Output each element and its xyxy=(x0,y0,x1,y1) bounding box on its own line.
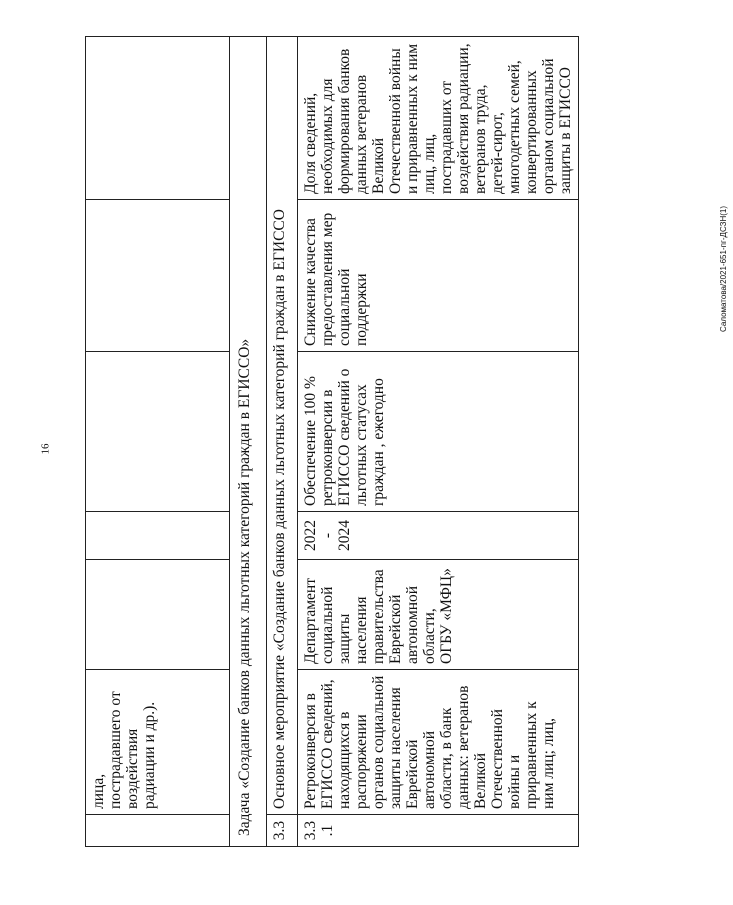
activity-result: Обеспечение 100 % ретроконверсии в ЕГИССО сведений о льготных статусах граждан , ежегодно xyxy=(298,352,579,512)
table-row xyxy=(86,37,230,847)
table-row xyxy=(298,37,579,847)
page-number: 16 xyxy=(39,443,52,455)
main-event-title: Основное мероприятие «Создание банков данных льготных категорий граждан в ЕГИССО xyxy=(267,37,298,815)
cell-empty xyxy=(86,512,230,560)
cell-empty xyxy=(86,815,230,847)
rotated-table-container xyxy=(85,37,574,847)
cell-empty xyxy=(86,560,230,670)
cell-empty xyxy=(86,37,230,200)
program-table xyxy=(85,36,579,847)
table-row xyxy=(230,37,267,847)
activity-number: 3.3.1 xyxy=(298,815,579,847)
activity-indicator: Доля сведений, необходимых для формирования банков данных ветеранов Великой Отечественной войны и приравненных к ним лиц, лиц, пострадавших от воздействия радиации, ветеранов труда, детей-сирот, многодетных семей, конвертированных органом социальной защиты в ЕГИССО xyxy=(298,37,579,200)
table-row xyxy=(267,37,298,847)
main-event-number: 3.3 xyxy=(267,815,298,847)
task-heading: Задача «Создание банков данных льготных категорий граждан в ЕГИССО» xyxy=(230,37,267,847)
cell-empty xyxy=(86,352,230,512)
activity-period: 2022 - 2024 xyxy=(298,512,579,560)
activity-consequences: Снижение качества предоставления мер социальной поддержки xyxy=(298,200,579,352)
document-code: Саломатова/2021-651-пг-ДСЗН(1) xyxy=(719,205,728,332)
cell-continuation: лица, пострадавшего от воздействия радиации и др.). xyxy=(86,670,230,815)
activity-executor: Департамент социальной защиты населения правительства Еврейской автономной области, ОГБУ «МФЦ» xyxy=(298,560,579,670)
activity-name: Ретроконверсия в ЕГИССО сведений, находящихся в распоряжении органов социальной защиты населения Еврейской автономной области, в банк данных: ветеранов Великой Отечественной войны и приравненных к ним лиц; лиц, xyxy=(298,670,579,815)
cell-empty xyxy=(86,200,230,352)
